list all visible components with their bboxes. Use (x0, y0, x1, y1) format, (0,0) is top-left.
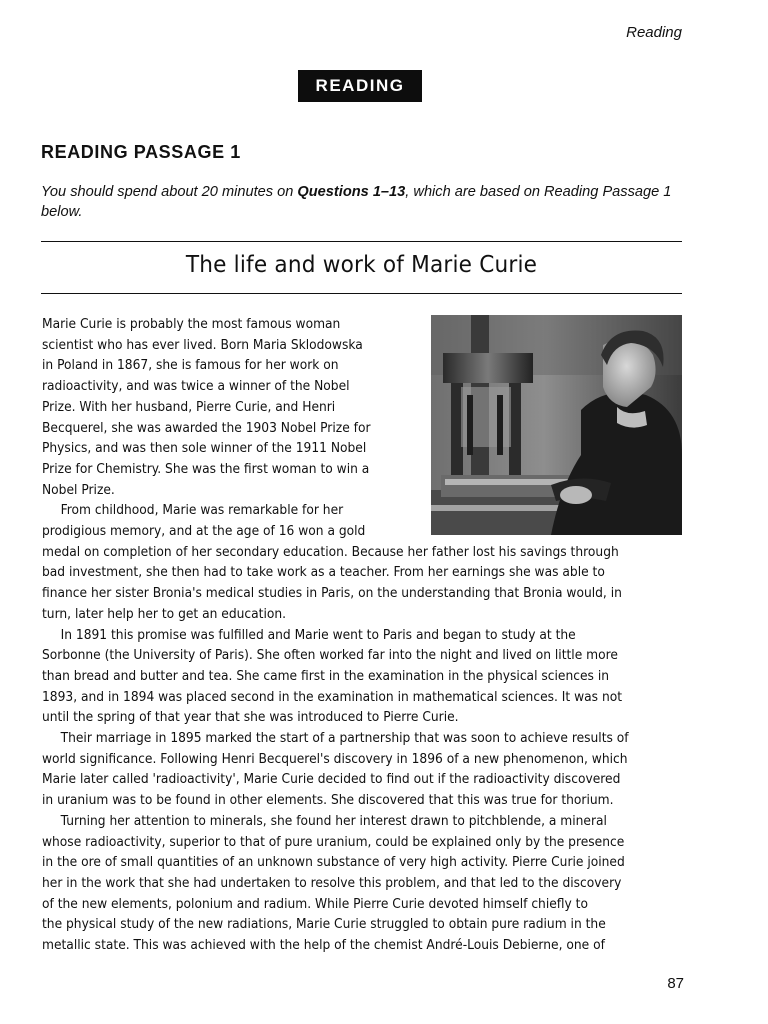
text-line: Turning her attention to minerals, she found her interest drawn to pitchblende, a mineral (60, 813, 607, 829)
text-line: radioactivity, and was twice a winner of the Nobel (42, 379, 350, 395)
page-number: 87 (667, 975, 684, 992)
text-line: 1893, and in 1894 was placed second in the examination in mathematical sciences. It was not (42, 689, 623, 705)
text-line: Their marriage in 1895 marked the start of a partnership that was soon to achieve results of (60, 731, 629, 746)
text-line: whose radioactivity, superior to that of pure uranium, could be explained only by the presence (42, 834, 625, 850)
text-line: Marie Curie is probably the most famous woman (42, 317, 341, 332)
instructions-text: You should spend about 20 minutes on (41, 184, 298, 200)
text-line: until the spring of that year that she was introduced to Pierre Curie. (42, 710, 459, 726)
text-line: bad investment, she then had to take work as a teacher. From her earnings she was able to (42, 565, 605, 581)
text-line: Sorbonne (the University of Paris). She often worked far into the night and lived on little more (42, 648, 618, 664)
text-line: her in the work that she had undertaken to resolve this problem, and that led to the discovery (42, 875, 622, 891)
running-head: Reading (626, 24, 682, 41)
text-line: world significance. Following Henri Becquerel's discovery in 1896 of a new phenomenon, which (42, 751, 628, 767)
text-line: prodigious memory, and at the age of 16 won a gold (42, 524, 366, 539)
paragraph-1 (42, 315, 371, 501)
section-tag: READING (298, 70, 422, 102)
text-line: finance her sister Bronia's medical studies in Paris, on the understanding that Bronia would, in (42, 586, 622, 602)
paragraph-3 (42, 626, 622, 730)
text-line: Nobel Prize. (42, 482, 115, 498)
paragraph-5 (42, 812, 625, 957)
article-title: The life and work of Marie Curie (185, 252, 538, 278)
instructions-text-end: , which are based on Reading Passage 1 below. (41, 184, 672, 220)
text-line: From childhood, Marie was remarkable for her (60, 503, 344, 519)
text-line: of the new elements, polonium and radium. While Pierre Curie devoted himself chiefly to (42, 896, 588, 912)
text-line: Physics, and was then sole winner of the 1911 Nobel (42, 441, 367, 457)
text-line: Marie later called 'radioactivity', Marie Curie decided to find out if the radioactivity discovered (42, 772, 621, 788)
text-line: turn, later help her to get an education. (42, 606, 287, 622)
passage-heading: READING PASSAGE 1 (41, 142, 241, 162)
text-line: Prize for Chemistry. She was the first woman to win a (42, 461, 370, 477)
paragraph-2 (42, 501, 622, 625)
text-line: than bread and butter and tea. She came first in the examination in the physical sciences in (42, 668, 610, 684)
text-line: scientist who has ever lived. Born Maria Sklodowska (42, 337, 363, 353)
text-line: the physical study of the new radiations, Marie Curie struggled to obtain pure radium in the (42, 917, 606, 933)
text-line: medal on completion of her secondary education. Because her father lost his savings through (42, 544, 619, 560)
text-line: In 1891 this promise was fulfilled and Marie went to Paris and began to study at the (60, 627, 576, 643)
rule-top (41, 241, 682, 242)
text-line: metallic state. This was achieved with the help of the chemist André-Louis Debierne, one of (42, 938, 605, 954)
text-line: in the ore of small quantities of an unknown substance of very high activity. Pierre Curie joined (42, 855, 625, 871)
rule-bottom (41, 293, 682, 294)
text-line: Becquerel, she was awarded the 1903 Nobel Prize for (42, 420, 371, 436)
instructions-questions: Questions 1–13 (297, 184, 406, 200)
text-line: Prize. With her husband, Pierre Curie, and Henri (42, 399, 336, 415)
text-line: in uranium was to be found in other elements. She discovered that this was true for thorium. (42, 793, 614, 809)
paragraph-4 (42, 729, 629, 812)
text-line: in Poland in 1867, she is famous for her work on (42, 358, 339, 374)
instructions (41, 182, 681, 222)
